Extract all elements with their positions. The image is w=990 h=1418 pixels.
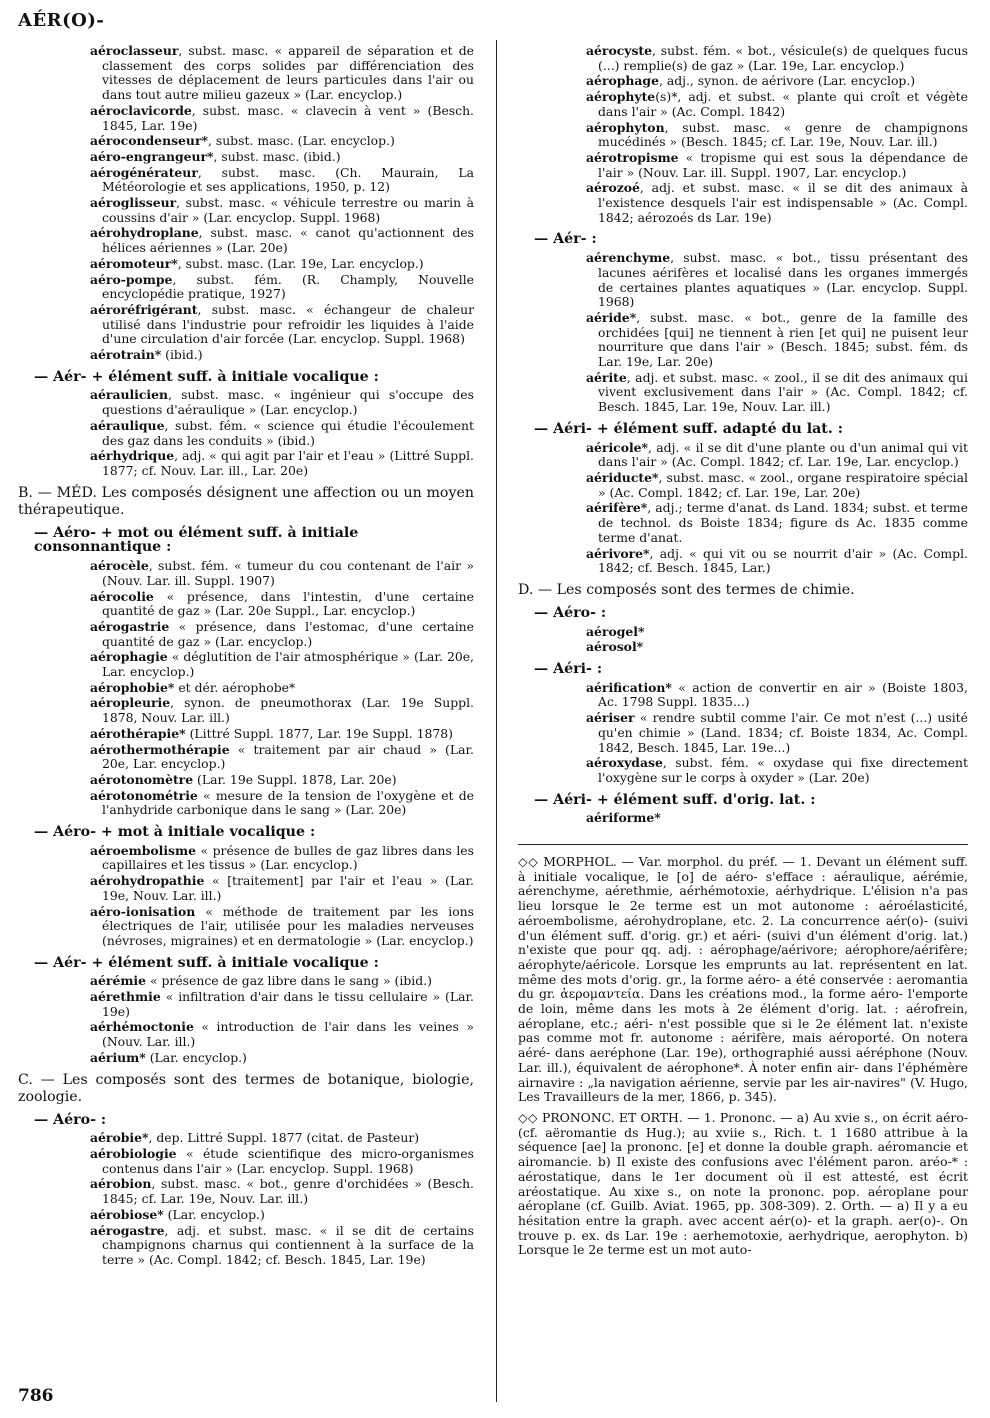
dictionary-entry: aéromoteur*, subst. masc. (Lar. 19e, Lar. encyclop.)	[90, 255, 424, 271]
headword: aérification*	[586, 679, 672, 695]
dictionary-entry: aérophyte(s)*, adj. et subst. « plante qui croît et végète dans l'air » (Ac. Compl. 1842)	[586, 89, 968, 119]
dictionary-entry: aérifère*, adj.; terme d'anat. ds Land. 1834; subst. et terme de technol. ds Boiste 1834; figure ds Ac. 1835 comme terme d'anat.	[586, 500, 968, 545]
dictionary-entry: aérotonométrie « mesure de la tension de l'oxygène et de l'anhydride carbonique dans le sang » (Lar. 20e)	[90, 787, 474, 818]
dictionary-entry: aéroglisseur, subst. masc. « véhicule terrestre ou marin à coussins d'air » (Lar. encyclop. Suppl. 1968)	[90, 195, 474, 225]
dictionary-entry: aérophobie* et dér. aérophobe*	[90, 679, 296, 695]
headword: aéro-pompe	[90, 271, 173, 287]
dictionary-entry: aéricole*, adj. « il se dit d'une plante ou d'un animal qui vit dans l'air » (Ac. Compl. 1842; cf. Lar. 19e, Lar. encyclop.)	[586, 439, 968, 470]
dictionary-entry: aérophyton, subst. masc. « genre de champignons mucédinés » (Besch. 1845; cf. Lar. 19e, Nouv. Lar. ill.)	[586, 119, 968, 150]
section-d-heading: D. — Les composés sont des termes de chimie.	[518, 581, 855, 598]
dictionary-entry: aéraulicien, subst. masc. « ingénieur qui s'occupe des questions d'aéraulique » (Lar. encyclop.)	[90, 387, 474, 418]
entries-a-list	[18, 44, 474, 363]
subheading-aero-chimie: — Aéro- :	[534, 604, 607, 621]
dictionary-entry: aéropleurie, synon. de pneumothorax (Lar. 19e Suppl. 1878, Nouv. Lar. ill.)	[90, 695, 474, 726]
running-head: AÉR(O)-	[18, 10, 105, 31]
headword: aérhydrique	[90, 448, 175, 464]
subheading-aeri-orig: — Aéri- + élément suff. d'orig. lat. :	[534, 791, 816, 808]
dictionary-entry: aérotropisme « tropisme qui est sous la dépendance de l'air » (Nouv. Lar. ill. Suppl. 1907, Lar. encyclop.)	[586, 149, 968, 180]
dictionary-entry: aérotonomètre (Lar. 19e Suppl. 1878, Lar. 20e)	[90, 771, 397, 787]
subheading-aer-vocalic-2: — Aér- + élément suff. à initiale vocalique :	[34, 954, 379, 971]
dictionary-entry: aérogénérateur, subst. masc. (Ch. Maurain, La Météorologie et ses applications, 1950, p. 12)	[90, 164, 474, 195]
headword: aéricole*	[586, 439, 649, 455]
headword: aérite	[586, 369, 627, 385]
dictionary-entry: aéraulique, subst. fém. « science qui étudie l'écoulement des gaz dans les conduits » (ibid.)	[90, 417, 474, 448]
headword: aérifère*	[586, 500, 648, 516]
dictionary-entry: aérobion, subst. masc. « bot., genre d'orchidées » (Besch. 1845; cf. Lar. 19e, Nouv. Lar. ill.)	[90, 1176, 474, 1207]
dictionary-entry: aérohydropathie « [traitement] par l'air et l'eau » (Lar. 19e, Nouv. Lar. ill.)	[90, 873, 474, 903]
headword: aéroclasseur	[90, 43, 179, 58]
dictionary-entry: aérethmie « infiltration d'air dans le tissu cellulaire » (Lar. 19e)	[90, 989, 474, 1019]
r-entries-d-list	[518, 625, 968, 655]
headword: aéroréfrigérant	[90, 301, 198, 317]
r-entries-f-list	[518, 811, 968, 826]
headword: aérophobie*	[90, 679, 175, 695]
dictionary-entry: aérothermothérapie « traitement par air chaud » (Lar. 20e, Lar. encyclop.)	[90, 741, 474, 772]
section-c-heading: C. — Les composés sont des termes de botanique, biologie, zoologie.	[18, 1071, 474, 1105]
headword: aéromoteur*	[90, 255, 178, 271]
r-entries-e-list	[518, 681, 968, 786]
dictionary-entry: aéroréfrigérant, subst. masc. « échangeur de chaleur utilisé dans l'industrie pour refroidir les liquides à l'aide d'une circulation d'air forcée (Lar. encyclop. Suppl. 1968)	[90, 301, 474, 347]
headword: aérémie	[90, 973, 147, 989]
dictionary-entry: aérophage, adj., synon. de aérivore (Lar. encyclop.)	[586, 73, 916, 89]
dictionary-entry: aérohydroplane, subst. masc. « canot qu'actionnent des hélices aériennes » (Lar. 20e)	[90, 225, 474, 256]
subheading-aer: — Aér- :	[534, 231, 597, 248]
dictionary-entry: aérobiologie « étude scientifique des micro-organismes contenus dans l'air » (Lar. encyclop. Suppl. 1968)	[90, 1146, 474, 1176]
dictionary-entry: aérocèle, subst. fém. « tumeur du cou contenant de l'air » (Nouv. Lar. ill. Suppl. 1907)	[90, 558, 474, 588]
dictionary-entry: aérozoé, adj. et subst. masc. « il se dit des animaux à l'existence desquels l'air est indispensable » (Ac. Compl. 1842; aérozoés ds Lar. 19e)	[586, 180, 968, 225]
headword: aérophyte	[586, 89, 656, 105]
dictionary-entry: aérocyste, subst. fém. « bot., vésicule(s) de quelques fucus (...) remplie(s) de gaz » (Lar. 19e, Lar. encyclop.)	[586, 43, 968, 73]
dictionary-entry: aérémie « présence de gaz libre dans le sang » (ibid.)	[90, 973, 432, 989]
headword: aérobiologie	[90, 1146, 177, 1161]
entries-c-list	[18, 559, 474, 818]
dictionary-entry: aérogastrie « présence, dans l'estomac, d'une certaine quantité de gaz » (Lar. encyclop.)	[90, 618, 474, 649]
column-rule	[496, 40, 497, 1402]
dictionary-entry	[586, 640, 968, 655]
headword: aérivore*	[586, 545, 650, 561]
r-entries-a-list	[518, 44, 968, 225]
headword: aérotrain*	[90, 347, 162, 363]
headword: aérozoé	[586, 180, 640, 196]
dictionary-entry: aéro-engrangeur*, subst. masc. (ibid.)	[90, 148, 341, 164]
r-entries-b-list	[518, 251, 968, 415]
entries-e-list	[18, 974, 474, 1065]
headword: aérhémoctonie	[90, 1019, 194, 1035]
headword: aéroclavicorde	[90, 102, 192, 118]
dictionary-entry: aérenchyme, subst. masc. « bot., tissu présentant des lacunes aérifères et localisé dans les organes immergés de certaines plantes aquatiques » (Lar. encyclop. Suppl. 1968)	[586, 250, 968, 310]
right-column	[518, 44, 968, 1258]
dictionary-entry: aérhydrique, adj. « qui agit par l'air et l'eau » (Littré Suppl. 1877; cf. Nouv. Lar. ill., Lar. 20e)	[90, 448, 474, 478]
subheading-aero-vocalic: — Aéro- + mot à initiale vocalique :	[34, 824, 316, 841]
dictionary-entry: aérobie*, dep. Littré Suppl. 1877 (citat. de Pasteur)	[90, 1130, 420, 1146]
dictionary-entry: aéride*, subst. masc. « bot., genre de la famille des orchidées [qui] ne tiennent à rien [et qui] ne puisent leur nourriture que dans l'air » (Besch. 1845; subst. fém. ds Lar. 19e, Lar. 20e)	[586, 309, 968, 370]
headword: aérotonométrie	[90, 787, 198, 803]
subheading-aer-vocalic: — Aér- + élément suff. à initiale vocalique :	[34, 368, 379, 385]
dictionary-entry: aéro-pompe, subst. fém. (R. Champly, Nouvelle encyclopédie pratique, 1927)	[90, 271, 474, 302]
headword: aérethmie	[90, 989, 161, 1005]
dictionary-entry	[586, 625, 968, 640]
subheading-aero-consonantal: — Aéro- + mot ou élément suff. à initiale consonnantique :	[34, 524, 359, 556]
dictionary-entry: aérothérapie* (Littré Suppl. 1877, Lar. 19e Suppl. 1878)	[90, 725, 453, 741]
dictionary-entry: aérification* « action de convertir en air » (Boiste 1803, Ac. 1798 Suppl. 1835...)	[586, 679, 968, 710]
headword: aérothérapie*	[90, 725, 186, 741]
dictionary-entry: aérogastre, adj. et subst. masc. « il se dit de certains champignons charnus qui contiennent à la surface de la terre » (Ac. Compl. 1842; cf. Besch. 1845, Lar. 19e)	[90, 1222, 474, 1267]
dictionary-entry: aérobiose* (Lar. encyclop.)	[90, 1206, 265, 1222]
headword: aéraulicien	[90, 387, 169, 403]
headword: aérium*	[90, 1049, 146, 1065]
entries-d-list	[18, 844, 474, 949]
headword: aériducte*	[586, 469, 659, 485]
dictionary-entry: aérotrain* (ibid.)	[90, 347, 203, 363]
section-divider	[518, 844, 968, 845]
dictionary-entry: aérium* (Lar. encyclop.)	[90, 1049, 247, 1065]
dictionary-entry: aéroclasseur, subst. masc. « appareil de séparation et de classement des corps solides par différenciation des vitesses de déplacement de leurs particules dans l'air ou dans tout autre milieu gazeux » (Lar. encyclop.)	[90, 43, 474, 103]
r-entries-c-list	[518, 441, 968, 576]
prononc-paragraph: ◇◇ PRONONC. ET ORTH. — 1. Prononc. — a) Au xvie s., on écrit aéro- (cf. aëromantie ds Hug.); au xviie s., Rich. t. 1 1680 attribue à la séquence [ae] la prononc. [e] et donne la double graph. aéromancie et airomancie. b) Il existe des confusions avec l'élément paron. aréo-* : aérostatique, dans le 1er document où il est attesté, est écrit aréostatique. Au xixe s., on note la prononc. pop. aéroplane pour aéroplane (cf. Guilb. Aviat. 1965, pp. 308-309). 2. Orth. — a) Il y a eu hésitation entre la graph. avec accent aér(o)- et la graph. aer(o)-. On trouve p. ex. ds Lar. 19e : aerhemotoxie, aerhydrique, aerophyton. b) Lorsque le 2e terme est un mot auto-	[518, 1110, 968, 1258]
headword: aéraulique	[90, 417, 165, 433]
entries-b-list	[18, 388, 474, 478]
subheading-aeri: — Aéri- :	[534, 661, 603, 678]
headword: aérobie*	[90, 1130, 149, 1146]
headword: aérophyton	[586, 119, 665, 135]
dictionary-entry: aérite, adj. et subst. masc. « zool., il se dit des animaux qui vivent exclusivement dans l'air » (Ac. Compl. 1842; cf. Besch. 1845, Lar. 19e, Nouv. Lar. ill.)	[586, 369, 968, 415]
dictionary-entry: aéro-ionisation « méthode de traitement par les ions électriques de l'air, utilisée pour les maladies nerveuses (névroses, migraines) et en dermatologie » (Lar. encyclop.)	[90, 903, 474, 948]
dictionary-entry: aériser « rendre subtil comme l'air. Ce mot n'est (...) usité qu'en chimie » (Land. 1834; cf. Boiste 1834, Ac. Compl. 1842, Besch. 1845, Lar. 19e...)	[586, 710, 968, 755]
headword: aérosol*	[586, 639, 644, 655]
headword: aérobion	[90, 1176, 152, 1192]
dictionary-entry: aérocondenseur*, subst. masc. (Lar. encyclop.)	[90, 133, 395, 149]
dictionary-entry: aérhémoctonie « introduction de l'air dans les veines » (Nouv. Lar. ill.)	[90, 1019, 474, 1050]
dictionary-entry: aéroclavicorde, subst. masc. « clavecin à vent » (Besch. 1845, Lar. 19e)	[90, 102, 474, 133]
subheading-aeri-lat: — Aéri- + élément suff. adapté du lat. :	[534, 420, 843, 437]
headword: aérogel*	[586, 623, 645, 639]
dictionary-entry: aérivore*, adj. « qui vit ou se nourrit d'air » (Ac. Compl. 1842; cf. Besch. 1845, Lar.)	[586, 545, 968, 576]
headword: aéride*	[586, 309, 637, 325]
headword: aérothermothérapie	[90, 741, 230, 757]
dictionary-entry: aéroxydase, subst. fém. « oxydase qui fixe directement l'oxygène sur le corps à oxyder » (Lar. 20e)	[586, 755, 968, 785]
headword: aéropleurie	[90, 695, 171, 711]
headword: aéro-engrangeur*	[90, 148, 214, 164]
headword: aérotropisme	[586, 149, 679, 165]
headword: aérogénérateur	[90, 164, 198, 180]
left-column	[18, 44, 474, 1269]
dictionary-entry: aérophagie « déglutition de l'air atmosphérique » (Lar. 20e, Lar. encyclop.)	[90, 649, 474, 680]
dictionary-entry	[586, 811, 968, 826]
headword: aérohydropathie	[90, 873, 205, 889]
headword: aéroembolisme	[90, 842, 197, 858]
headword: aérophage	[586, 73, 659, 89]
dictionary-entry: aériducte*, subst. masc. « zool., organe respiratoire spécial » (Ac. Compl. 1842; cf. Lar. 19e, Lar. 20e)	[586, 469, 968, 500]
headword: aéroglisseur	[90, 195, 177, 211]
page-number: 786	[18, 1386, 54, 1406]
headword: aérocèle	[90, 558, 149, 574]
headword: aérogastre	[90, 1222, 165, 1238]
headword: aériser	[586, 710, 635, 726]
headword: aérogastrie	[90, 618, 170, 634]
headword: aéro-ionisation	[90, 903, 196, 919]
morphol-paragraph: ◇◇ MORPHOL. — Var. morphol. du préf. — 1. Devant un élément suff. à initiale vocalique, le [o] de aéro- s'efface : aéraulique, aérémie, aérenchyme, aérethmie, aérhémotoxie, aérhydrique. L'élision n'a pas lieu lorsque le 2e terme est un mot autonome : aéroélasticité, aéroembolisme, aérohydroplane, etc. 2. La concurrence aér(o)- (suivi d'un élément suff. d'orig. gr.) et aéri- (suivi d'un élément d'orig. lat.) n'existe que pour qq. adj. : aérophage/aérivore; aérophore/aérifère; aérophyte/aéricole. Lorsque les emprunts au lat. représentent en lat. même des mots d'orig. gr., la forme aéro- a été conservée : aeromantia du gr. ἀερομαντεία. Dans les créations mod., la forme aéro- l'emporte de loin, même dans les mots à 2e élément d'orig. lat. : aérofrein, aéroplane, etc.; aéri- n'est possible que si le 2e élément lat. n'existe pas comme mot fr. autonome : aérifère, mais aéroporté. On notera aéré- dans aeréphone (Lar. 19e), orthographié aussi aéréphone (Nouv. Lar. ill.), équivalent de aérophone*. À noter enfin air- dans l'éphémère airnavire : „la navigation aérienne, servie par les air-navires" (V. Hugo, Les Travailleurs de la mer, 1866, p. 345).	[518, 854, 968, 1105]
entries-f-list	[18, 1131, 474, 1267]
headword: aérenchyme	[586, 250, 671, 266]
headword: aérophagie	[90, 649, 168, 665]
dictionary-entry: aéroembolisme « présence de bulles de gaz libres dans les capillaires et les tissus » (Lar. encyclop.)	[90, 842, 474, 873]
section-b-heading: B. — MÉD. Les composés désignent une affection ou un moyen thérapeutique.	[18, 484, 474, 518]
headword: aérocyste	[586, 43, 653, 58]
headword: aérohydroplane	[90, 225, 199, 241]
headword: aériforme*	[586, 810, 661, 826]
headword: aérotonomètre	[90, 771, 194, 787]
headword: aérocondenseur*	[90, 133, 208, 149]
dictionary-entry: aérocolie « présence, dans l'intestin, d'une certaine quantité de gaz » (Lar. 20e Suppl., Lar. encyclop.)	[90, 588, 474, 619]
headword: aéroxydase	[586, 755, 663, 771]
headword: aérobiose*	[90, 1206, 164, 1222]
headword: aérocolie	[90, 588, 154, 604]
subheading-aero: — Aéro- :	[34, 1111, 107, 1128]
